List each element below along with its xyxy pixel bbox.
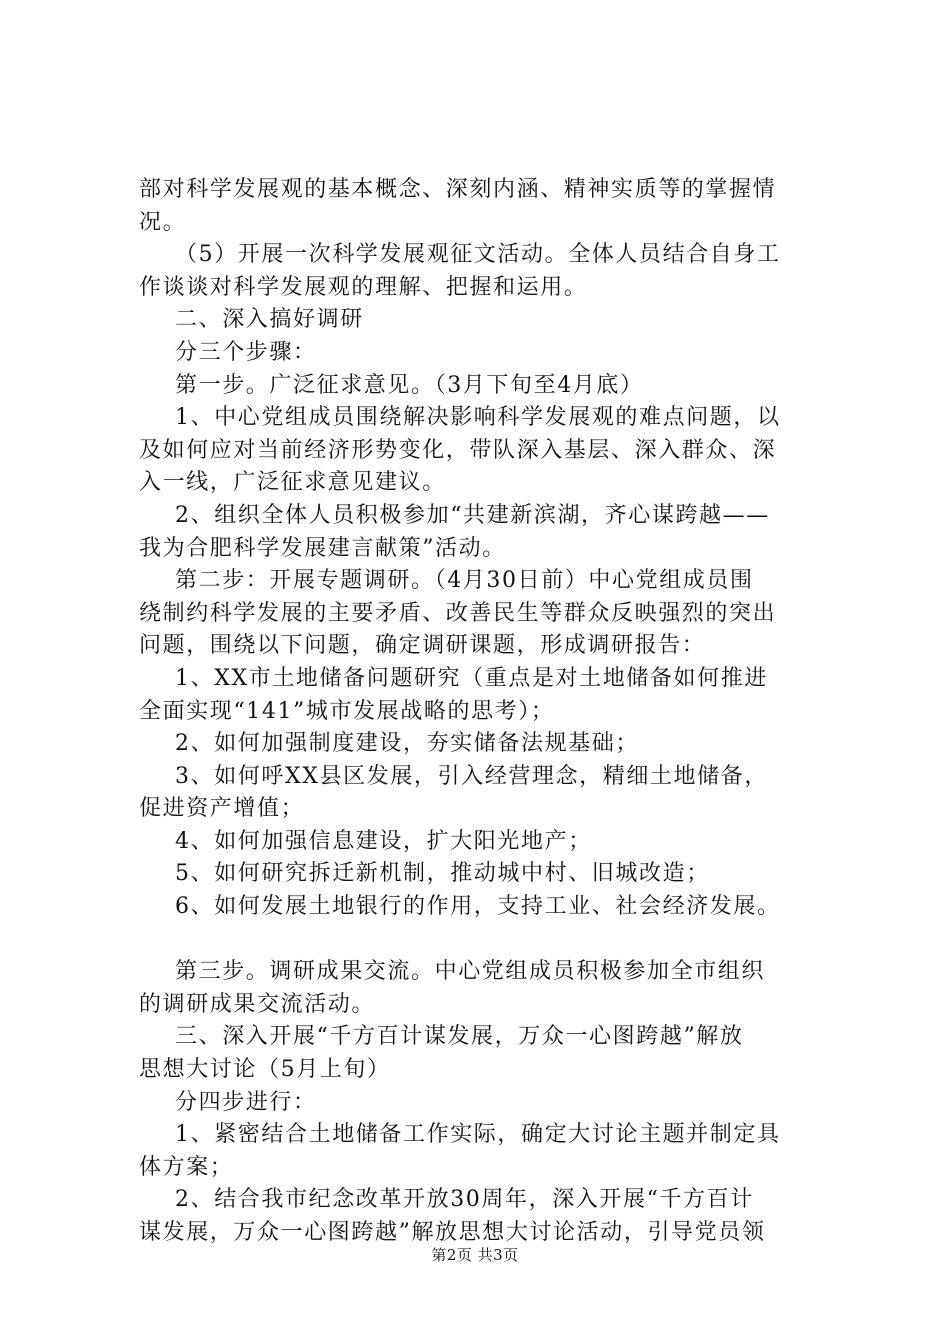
text-line: 5、如何研究拆迁新机制，推动城中村、旧城改造； — [175, 861, 710, 887]
text-line: 3、如何呼XX县区发展，引入经营理念，精细土地储备， — [175, 763, 768, 789]
step-heading: 第二步：开展专题调研。（4月30日前）中心党组成员围 — [175, 568, 754, 594]
text-line: 作谈谈对科学发展观的理解、把握和运用。 — [139, 274, 588, 300]
text-line: 1、紧密结合土地储备工作实际，确定大讨论主题并制定具 — [175, 1122, 781, 1148]
text-line: 及如何应对当前经济形势变化，带队深入基层、深入群众、深 — [139, 437, 777, 463]
document-body — [139, 174, 839, 1250]
text-line: 分三个步骤： — [175, 339, 317, 365]
text-line: 谋发展，万众一心图跨越”解放思想大讨论活动，引导党员领 — [139, 1220, 766, 1245]
section-heading: 三、深入开展“千方百计谋发展，万众一心图跨越”解放 — [175, 1024, 744, 1050]
text-line: （5）开展一次科学发展观征文活动。全体人员结合自身工 — [175, 242, 781, 268]
text-line: 1、中心党组成员围绕解决影响科学发展观的难点问题，以 — [175, 405, 781, 431]
text-line: 4、如何加强信息建设，扩大阳光地产； — [175, 828, 592, 854]
text-line: 绕制约科学发展的主要矛盾、改善民生等群众反映强烈的突出 — [139, 600, 777, 626]
text-line: 思想大讨论（5月上旬） — [139, 1057, 391, 1083]
page-footer: 第2页 共3页 — [431, 1246, 519, 1264]
text-line: 1、XX市土地储备问题研究（重点是对土地储备如何推进 — [175, 665, 768, 691]
text-line: 况。 — [139, 209, 187, 235]
text-line: 促进资产增值； — [139, 796, 305, 822]
text-line: 的调研成果交流活动。 — [139, 991, 376, 1017]
text-line: 我为合肥科学发展建言献策”活动。 — [139, 535, 506, 561]
text-line: 问题，围绕以下问题，确定调研课题，形成调研报告： — [139, 633, 706, 659]
text-line: 2、组织全体人员积极参加“共建新滨湖，齐心谋跨越—— — [175, 502, 770, 528]
text-line: 分四步进行： — [175, 1089, 317, 1115]
text-line: 体方案； — [139, 1154, 234, 1180]
text-line: 6、如何发展土地银行的作用，支持工业、社会经济发展。 — [175, 894, 781, 920]
text-line: 入一线，广泛征求意见建议。 — [139, 470, 446, 496]
text-line: 全面实现“141”城市发展战略的思考）； — [139, 698, 555, 724]
step-heading: 第三步。调研成果交流。中心党组成员积极参加全市组织 — [175, 959, 766, 985]
blank-line — [139, 924, 839, 957]
text-line: 2、如何加强制度建设，夯实储备法规基础； — [175, 731, 639, 757]
step-heading: 第一步。广泛征求意见。（3月下旬至4月底） — [175, 372, 644, 398]
section-heading: 二、深入搞好调研 — [175, 307, 364, 333]
text-line: 部对科学发展观的基本概念、深刻内涵、精神实质等的掌握情 — [139, 177, 777, 202]
text-line: 2、结合我市纪念改革开放30周年，深入开展“千方百计 — [175, 1187, 754, 1213]
